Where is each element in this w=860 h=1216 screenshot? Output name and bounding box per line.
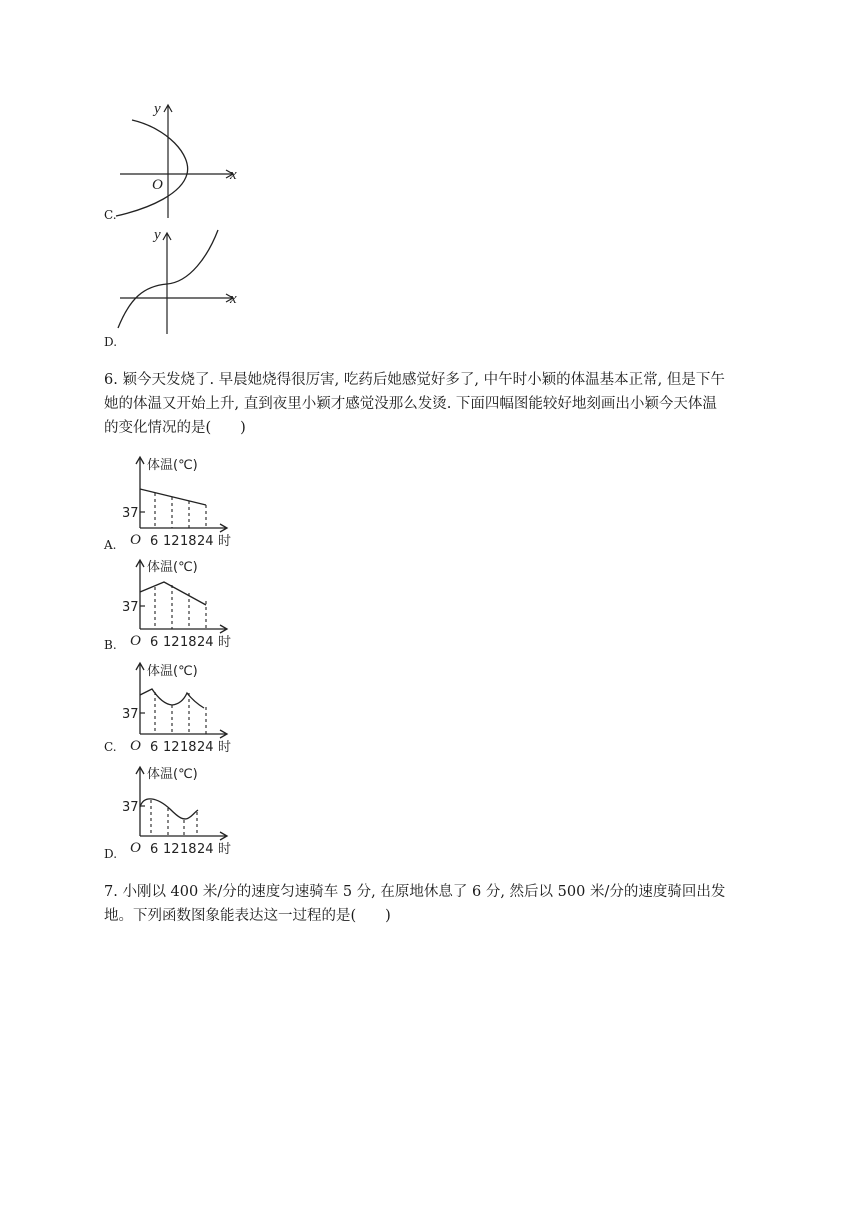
y-axis-label: 体温(℃) bbox=[147, 458, 198, 473]
q5-option-d-letter: D. bbox=[104, 335, 118, 349]
origin-label: O bbox=[130, 532, 141, 548]
x-axis-label: 时 bbox=[218, 534, 232, 549]
y-axis-label: y bbox=[154, 227, 161, 243]
y-tick-label: 37 bbox=[122, 506, 139, 521]
q6-option-c-letter: C. bbox=[104, 740, 117, 754]
x-axis-label: 时 bbox=[218, 635, 232, 650]
x-tick-24: 24 bbox=[197, 635, 214, 650]
q6-option-a-chart bbox=[114, 452, 244, 552]
y-tick-label: 37 bbox=[122, 800, 139, 815]
y-tick-label: 37 bbox=[122, 600, 139, 615]
question-6-line-1: 6. 颖今天发烧了. 早晨她烧得很厉害, 吃药后她感觉好多了, 中午时小颖的体温基本正常, 但是下午 bbox=[104, 372, 725, 388]
temperature-curve bbox=[140, 582, 206, 605]
x-axis-label: x bbox=[230, 167, 237, 183]
temperature-curve bbox=[140, 689, 204, 708]
origin-label: O bbox=[152, 177, 163, 193]
x-tick-24: 24 bbox=[197, 534, 214, 549]
origin-label: O bbox=[130, 738, 141, 754]
x-tick-12: 12 bbox=[163, 635, 180, 650]
q6-option-c-chart bbox=[114, 658, 244, 758]
q6-option-d-chart bbox=[114, 762, 244, 862]
question-7-line-1: 7. 小刚以 400 米/分的速度匀速骑车 5 分, 在原地休息了 6 分, 然后以 500 米/分的速度骑回出发 bbox=[104, 884, 726, 900]
y-tick-label: 37 bbox=[122, 707, 139, 722]
parabola-curve bbox=[116, 120, 188, 216]
x-tick-6: 6 bbox=[150, 842, 159, 857]
dashed-guides bbox=[151, 800, 197, 836]
x-tick-12: 12 bbox=[163, 740, 180, 755]
y-axis-label: 体温(℃) bbox=[147, 664, 198, 679]
q6-option-a-letter: A. bbox=[104, 538, 117, 552]
x-tick-6: 6 bbox=[150, 740, 159, 755]
cubic-curve bbox=[118, 230, 218, 328]
x-tick-6: 6 bbox=[150, 635, 159, 650]
x-axis-label: 时 bbox=[218, 842, 232, 857]
question-7-text bbox=[104, 880, 744, 928]
question-7-line-2: 地。下列函数图象能表达这一过程的是( ) bbox=[104, 908, 391, 924]
q5-option-c-graph bbox=[112, 100, 242, 225]
y-axis-label: 体温(℃) bbox=[147, 560, 198, 575]
dashed-guides bbox=[155, 692, 206, 734]
question-6-line-3: 的变化情况的是( ) bbox=[104, 420, 246, 436]
x-tick-24: 24 bbox=[197, 740, 214, 755]
x-tick-18: 18 bbox=[180, 842, 197, 857]
temperature-curve bbox=[140, 799, 198, 819]
x-axis-label: x bbox=[230, 291, 237, 307]
q6-option-d-letter: D. bbox=[104, 847, 118, 861]
question-6-text bbox=[104, 368, 744, 440]
x-tick-18: 18 bbox=[180, 534, 197, 549]
x-tick-18: 18 bbox=[180, 635, 197, 650]
origin-label: O bbox=[130, 633, 141, 649]
x-axis-label: 时 bbox=[218, 740, 232, 755]
temperature-curve bbox=[140, 489, 206, 505]
x-tick-24: 24 bbox=[197, 842, 214, 857]
q6-option-b-letter: B. bbox=[104, 638, 117, 652]
q5-option-d-graph bbox=[112, 226, 242, 336]
origin-label: O bbox=[130, 840, 141, 856]
q6-option-b-chart bbox=[114, 555, 244, 655]
q5-option-c-letter: C. bbox=[104, 208, 117, 222]
y-axis-label: 体温(℃) bbox=[147, 767, 198, 782]
question-6-line-2: 她的体温又开始上升, 直到夜里小颖才感觉没那么发烫. 下面四幅图能较好地刻画出小颖今天体温 bbox=[104, 396, 717, 412]
y-axis-label: y bbox=[154, 101, 161, 117]
x-tick-6: 6 bbox=[150, 534, 159, 549]
x-tick-12: 12 bbox=[163, 842, 180, 857]
x-tick-12: 12 bbox=[163, 534, 180, 549]
x-tick-18: 18 bbox=[180, 740, 197, 755]
